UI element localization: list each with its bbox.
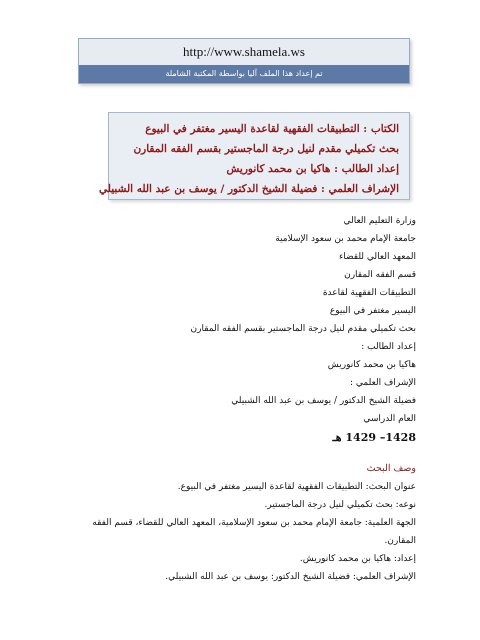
description-block [76,478,416,586]
book-info-box [99,112,410,200]
document-body [76,212,416,586]
header-subtitle: تم إعداد هذا الملف آليا بواسطة المكتبة الشاملة [79,65,409,83]
body-line: هاكيا بن محمد كانوريش [327,360,416,370]
research-type: بحث تكميلي مقدم لنيل درجة الماجستير بقسم الفقه المقارن [133,143,399,155]
supervisor-name: الإشراف العلمي : فضيلة الشيخ الدكتور / يوسف بن عبد الله الشبيلي [99,183,399,195]
description-line: إعداد: هاكيا بن محمد كانوريش. [299,554,416,564]
body-line: قسم الفقه المقارن [344,270,416,280]
academic-year: 1428– 1429 هـ [332,431,416,444]
header-box [78,38,410,84]
description-line: الجهة العلمية: جامعة الإمام محمد بن سعود الإسلامية، المعهد العالي للقضاء، قسم الفقه المقارن. [92,518,416,546]
body-line: التطبيقات الفقهية لقاعدة [322,288,416,298]
description-line: الإشراف العلمي: فضيلة الشيخ الدكتور: يوسف بن عبد الله الشبيلي. [165,572,416,582]
body-line: المعهد العالي للقضاء [338,252,416,262]
body-line: بحث تكميلي مقدم لنيل درجة الماجستير بقسم الفقه المقارن [190,324,416,334]
description-line: نوعه: بحث تكميلي لنيل درجة الماجستير. [264,500,416,510]
body-line: العام الدراسي [363,414,416,424]
body-line: اليسير مغتفر في البيوع [329,306,416,316]
student-name: إعداد الطالب : هاكيا بن محمد كانوريش [226,163,399,175]
body-line: إعداد الطالب : [361,342,416,352]
body-line: وزارة التعليم العالي [343,216,416,226]
body-line: الإشراف العلمي : [350,378,416,388]
book-title: الكتاب : التطبيقات الفقهية لقاعدة اليسير مغتفر في البيوع [145,123,399,135]
body-line: فضيلة الشيخ الدكتور / يوسف بن عبد الله الشبيلي [231,396,416,406]
description-line: عنوان البحث: التطبيقات الفقهية لقاعدة اليسير مغتفر في البيوع. [177,482,416,492]
site-url[interactable]: http://www.shamela.ws [79,39,409,65]
body-line: جامعة الإمام محمد بن سعود الإسلامية [275,234,416,244]
description-title: وصف البحث [366,463,416,474]
